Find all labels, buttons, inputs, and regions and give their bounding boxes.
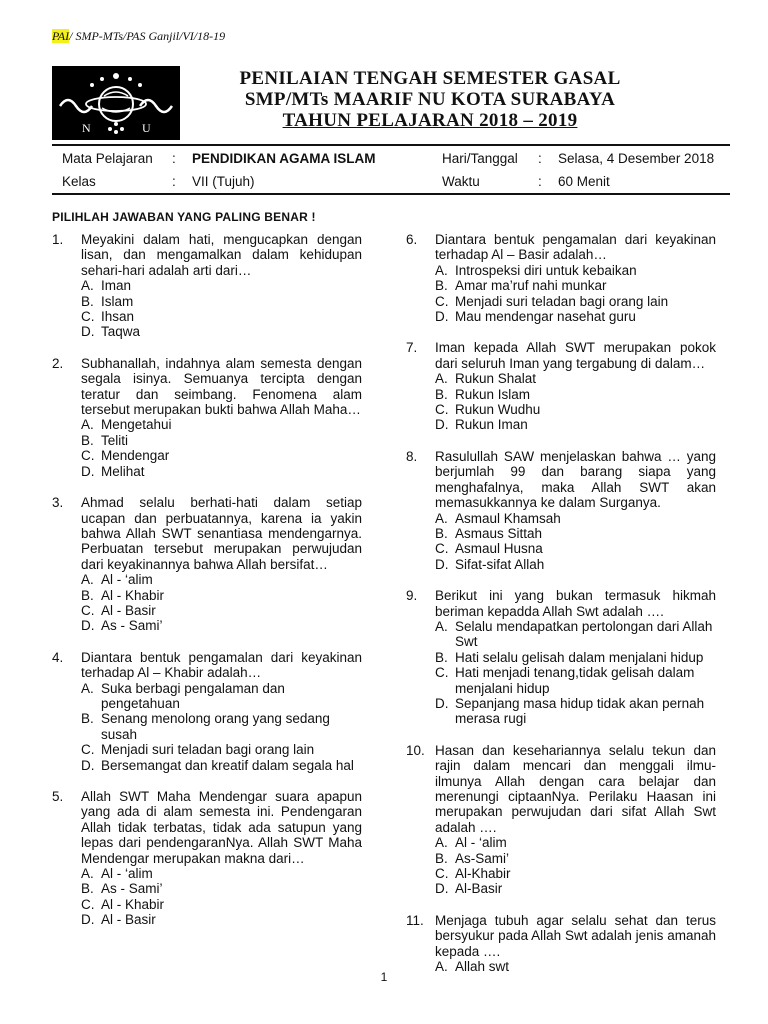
logo-letter-u: U [142,121,151,135]
option-item [81,324,362,339]
option-text: Rukun Iman [455,417,528,433]
option-letter: A. [81,680,94,696]
option-letter: B. [81,587,94,603]
option-letter: A. [435,835,448,851]
hari-sep: : [538,151,542,166]
option-list [81,417,362,479]
question-item [52,356,362,479]
option-text: Teliti [101,432,129,448]
option-letter: D. [435,695,449,711]
question-text: Ahmad selalu berhati-hati dalam setiap ucapan dan perbuatannya, karena ia yakin bahwa Allah SWT senantiasa mendengarnya. Perbuatan tersebut merupakan perwujudan dari keyakinannya bahwa Allah bersifat… [81,495,362,572]
option-letter: A. [435,371,448,387]
option-text: Bersemangat dan kreatif dalam segala hal [101,757,354,773]
option-text: Introspeksi diri untuk kebaikan [455,262,637,278]
option-letter: B. [435,525,448,541]
option-letter: C. [81,896,95,912]
option-letter: C. [81,742,95,758]
question-number: 11. [406,912,424,928]
option-text: Senang menolong orang yang sedang susah [101,711,330,742]
option-text: Mengetahui [101,417,172,433]
option-list [435,511,716,573]
option-letter: B. [81,881,94,897]
option-item [81,866,362,881]
option-letter: A. [435,618,448,634]
title-line-1: PENILAIAN TENGAH SEMESTER GASAL [239,68,621,89]
option-item [81,681,362,712]
option-item [435,835,716,850]
option-item [435,511,716,526]
question-item [406,913,716,975]
option-text: Al - ‘alim [101,866,153,882]
option-text: Taqwa [101,324,141,340]
question-item [406,588,716,727]
option-text: Selalu mendapatkan pertolongan dari Allah Swt [455,618,713,650]
question-text: Subhanallah, indahnya alam semesta dengan segala isinya. Semuanya tercipta dengan teratur dan seimbang. Fenomena alam tersebut merupakan bukti bahwa Allah Maha… [81,355,362,418]
question-number: 2. [52,355,64,371]
option-letter: D. [81,757,95,773]
option-list [81,866,362,928]
option-text: Hati selalu gelisah dalam menjalani hidup [455,649,704,665]
option-text: Melihat [101,463,145,479]
title-line-2: SMP/MTs MAARIF NU KOTA SURABAYA [244,89,616,110]
question-text: Diantara bentuk pengamalan dari keyakinan terhadap Al – Basir adalah… [435,232,716,263]
waktu-value: 60 Menit [558,174,610,189]
option-item [435,650,716,665]
option-letter: B. [81,432,94,448]
option-letter: A. [81,572,94,588]
option-text: Sifat-sifat Allah [455,556,545,572]
option-item [435,851,716,866]
option-letter: C. [435,293,449,309]
option-letter: B. [81,293,94,309]
option-letter: A. [435,959,448,975]
option-text: As-Sami’ [455,850,510,866]
option-letter: D. [81,463,95,479]
question-number: 6. [406,232,418,247]
kelas-label: Kelas [62,174,96,189]
waktu-label: Waktu [442,174,480,189]
option-text: Mendengar [101,448,170,464]
option-text: Iman [101,278,132,294]
mapel-value: PENDIDIKAN AGAMA ISLAM [192,151,376,166]
header-rule-bottom [52,193,730,195]
option-item [81,711,362,742]
question-item [52,495,362,634]
header-rule-top [52,144,730,146]
option-list [81,681,362,773]
option-list [435,619,716,727]
option-letter: C. [81,309,95,325]
option-item [435,619,716,650]
question-text: Hasan dan kesehariannya selalu tekun dan rajin dalam mencari dan menggali ilmu-ilmunya Allah dengan cara belajar dan merenungi ciptaanNya. Perilaku Haasan ini merupakan perwujudan dari sifat Allah Swt adalah …. [435,742,716,835]
option-text: Al - ‘alim [455,835,507,851]
questions-right-column [406,232,716,990]
exam-title [200,68,660,131]
question-text: Iman kepada Allah SWT merupakan pokok dari seluruh Iman yang tergabung di dalam… [435,340,716,371]
option-letter: D. [435,556,449,572]
option-letter: C. [435,541,449,557]
question-text: Rasulullah SAW menjelaskan bahwa … yang berjumlah 99 dan barang siapa yang menghafalnya, maka Allah SWT akan memasukkannya ke dalam Surganya. [435,448,716,511]
option-text: Al-Khabir [455,866,511,882]
option-text: Al - Khabir [101,896,165,912]
questions-left-column [52,232,362,944]
option-list [81,278,362,340]
option-letter: B. [81,711,94,727]
option-letter: D. [435,309,449,325]
option-item [81,278,362,293]
option-item [81,433,362,448]
option-item [435,263,716,278]
option-item [435,371,716,386]
mapel-label: Mata Pelajaran [62,151,153,166]
option-text: Al - Khabir [101,587,165,603]
option-list [81,572,362,634]
option-text: Allah swt [455,959,510,975]
option-letter: C. [435,402,449,418]
option-text: Islam [101,293,134,309]
option-letter: A. [81,866,94,882]
option-text: Rukun Islam [455,386,531,402]
option-text: Al - Basir [101,602,156,618]
question-text: Menjaga tubuh agar selalu sehat dan terus bersyukur pada Allah Swt adalah jenis amanah kepada …. [435,912,716,959]
option-text: Rukun Wudhu [455,402,541,418]
option-item [435,526,716,541]
option-item [81,897,362,912]
option-item [81,603,362,618]
option-list [435,371,716,433]
option-item [435,309,716,324]
option-letter: D. [81,324,95,340]
hari-label: Hari/Tanggal [442,151,518,166]
question-text: Allah SWT Maha Mendengar suara apapun yang ada di alam semesta ini. Pendengaran Allah tidak terbatas, tidak ada satupun yang lepas dari pendengaranNya. Allah SWT Maha Mendengar merupakan makna dari… [81,789,362,866]
option-letter: D. [81,912,95,928]
question-number: 5. [52,789,64,804]
question-item [52,789,362,928]
nu-logo [52,66,180,140]
option-text: Ihsan [101,309,135,325]
page-number: 1 [380,970,388,984]
question-item [406,340,716,432]
question-number: 1. [52,232,64,247]
document-code [52,29,225,44]
question-item [52,650,362,773]
option-item [435,665,716,696]
option-item [435,417,716,432]
option-item [81,309,362,324]
option-letter: D. [81,618,95,634]
option-item [435,387,716,402]
option-text: Suka berbagi pengalaman dan pengetahuan [101,680,285,711]
nu-emblem-icon [52,66,180,140]
option-item [435,294,716,309]
option-item [435,557,716,572]
question-item [52,232,362,340]
option-text: Menjadi suri teladan bagi orang lain [455,293,669,309]
option-list [435,263,716,325]
mapel-sep: : [172,151,176,166]
title-line-3: TAHUN PELAJARAN 2018 – 2019 [282,110,578,131]
option-item [81,448,362,463]
question-text: Diantara bentuk pengamalan dari keyakinan terhadap Al – Khabir adalah… [81,649,362,681]
option-text: Menjadi suri teladan bagi orang lain [101,742,315,758]
option-item [81,618,362,633]
kelas-value: VII (Tujuh) [192,174,255,189]
option-item [81,758,362,773]
option-item [435,696,716,727]
subject-code-highlight: PAI [52,29,70,43]
option-letter: B. [435,278,448,294]
option-letter: A. [81,417,94,433]
option-item [81,912,362,927]
option-item [81,881,362,896]
option-text: Al-Basir [455,881,503,897]
question-number: 7. [406,340,418,356]
option-text: Hati menjadi tenang,tidak gelisah dalam menjalani hidup [455,665,695,696]
document-code-rest: / SMP-MTs/PAS Ganjil/VI/18-19 [69,29,226,43]
question-item [406,449,716,572]
option-item [435,278,716,293]
option-letter: A. [435,510,448,526]
option-text: Al - ‘alim [101,572,153,588]
question-text: Berikut ini yang bukan termasuk hikmah beriman kepadda Allah Swt adalah …. [435,588,716,619]
option-list [435,835,716,897]
question-item [406,232,716,324]
option-letter: A. [435,262,448,278]
question-text: Meyakini dalam hati, mengucapkan dengan lisan, dan mengamalkan dalam kehidupan sehari-hari adalah arti dari… [81,232,362,278]
option-item [81,464,362,479]
logo-letter-n: N [82,121,91,135]
option-item [81,294,362,309]
option-item [435,541,716,556]
option-text: Asmaul Khamsah [455,510,561,526]
option-text: Mau mendengar nasehat guru [455,309,636,325]
question-number: 8. [406,448,418,464]
option-letter: C. [81,448,95,464]
option-text: Sepanjang masa hidup tidak akan pernah merasa rugi [455,695,705,727]
option-letter: D. [435,881,449,897]
option-item [81,588,362,603]
option-letter: C. [81,602,95,618]
question-number: 3. [52,495,64,511]
question-number: 10. [406,742,425,758]
option-letter: B. [435,850,448,866]
question-number: 9. [406,588,418,604]
option-item [435,881,716,896]
option-item [81,572,362,587]
option-letter: B. [435,649,448,665]
question-item [406,743,716,897]
option-letter: A. [81,278,94,294]
option-text: Asmaus Sittah [455,525,543,541]
option-letter: C. [435,866,449,882]
option-text: Rukun Shalat [455,371,537,387]
option-text: Al - Basir [101,912,156,928]
waktu-sep: : [538,174,542,189]
option-text: Amar ma’ruf nahi munkar [455,278,607,294]
option-letter: B. [435,386,448,402]
option-item [81,417,362,432]
option-text: Asmaul Husna [455,541,543,557]
kelas-sep: : [172,174,176,189]
option-item [435,402,716,417]
option-text: As - Sami’ [101,881,163,897]
instruction: PILIHLAH JAWABAN YANG PALING BENAR ! [52,210,316,224]
option-text: As - Sami’ [101,618,163,634]
hari-value: Selasa, 4 Desember 2018 [558,151,715,166]
question-number: 4. [52,649,64,665]
option-item [81,742,362,757]
option-letter: C. [435,665,449,681]
option-letter: D. [435,417,449,433]
option-item [435,866,716,881]
